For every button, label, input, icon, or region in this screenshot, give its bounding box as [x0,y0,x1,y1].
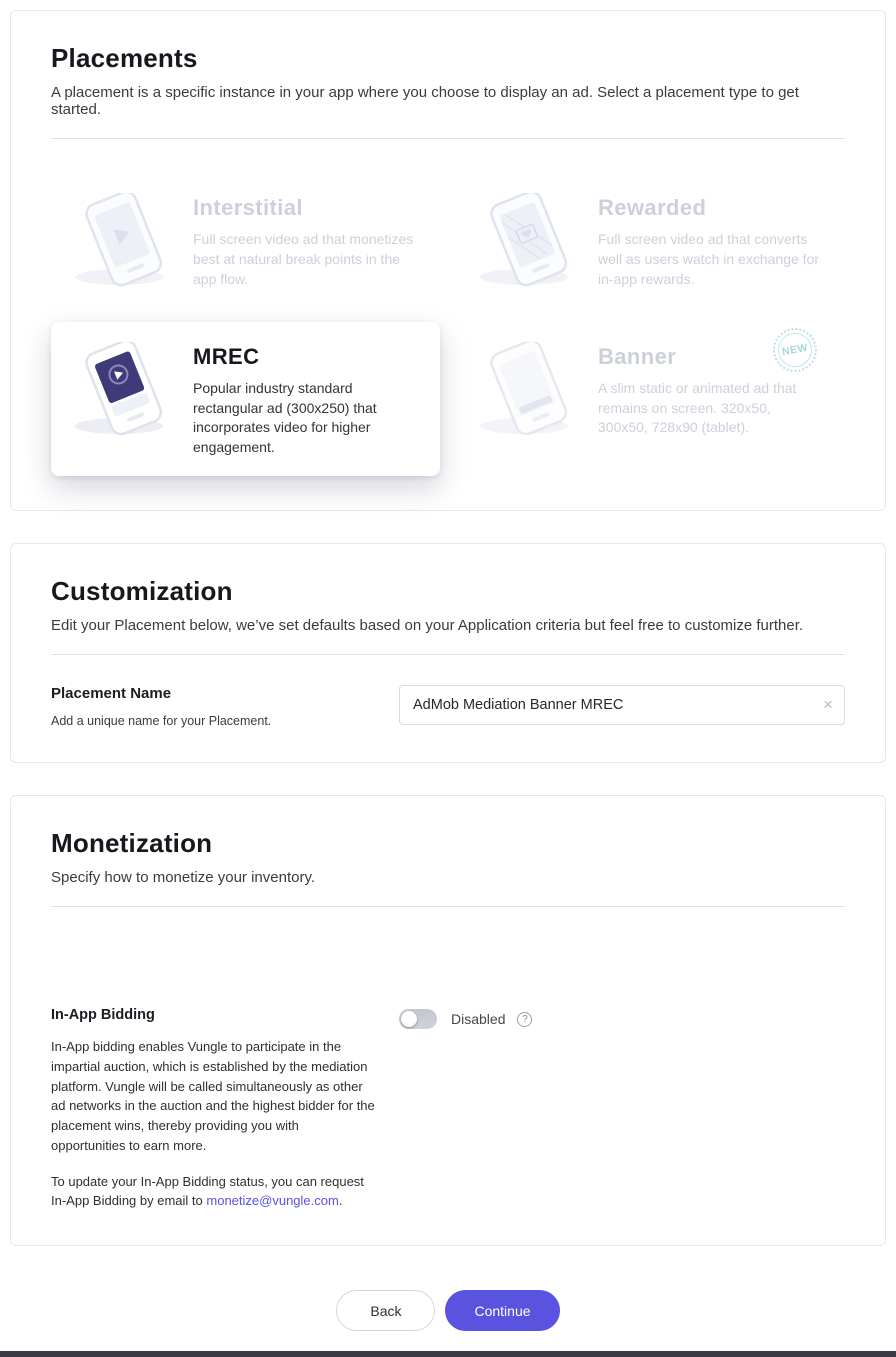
placement-type-name: Rewarded [598,195,707,220]
in-app-bidding-note [51,1172,375,1212]
monetize-email-link[interactable]: monetize@vungle.com [206,1193,339,1209]
placement-type-description: Full screen video ad that monetizes best at natural break points in the app flow. [193,231,414,287]
in-app-bidding-toggle[interactable] [399,1009,437,1029]
placements-title: Placements [51,43,198,73]
placements-card [10,10,886,511]
toggle-knob [401,1011,417,1027]
mrec-phone-icon [65,342,187,438]
customization-subtitle: Edit your Placement below, we’ve set defaults based on your Application criteria but feel free to customize further. [51,617,804,635]
bottom-dark-strip [0,1351,896,1357]
placement-name-input[interactable] [399,685,845,725]
in-app-bidding-description: In-App bidding enables Vungle to participate in the impartial auction, which is established by the mediation platform. Vungle will be called simultaneously as other ad networks in the auction and the highest bidder for the placement wins, thereby providing you with opportunities to earn more. [51,1039,375,1153]
interstitial-phone-icon [65,193,187,289]
placement-name-help: Add a unique name for your Placement. [51,714,272,729]
placement-type-name: Banner [598,343,677,369]
footer-actions [10,1290,886,1357]
placements-subtitle: A placement is a specific instance in your app where you choose to display an ad. Select a placement type to get started. [51,84,799,118]
placement-type-grid [51,173,845,476]
placement-type-name: MREC [193,343,260,369]
new-badge-label: NEW [775,330,814,369]
placement-name-label: Placement Name [51,685,172,703]
note-prefix: To update your In-App Bidding status, you can request In-App Bidding by email to [51,1173,364,1209]
help-icon[interactable]: ? [517,1012,532,1027]
in-app-bidding-status: Disabled [451,1011,506,1028]
rewarded-phone-icon [470,193,592,289]
placement-type-interstitial[interactable] [51,173,440,308]
placement-type-mrec-selected[interactable] [51,322,440,477]
in-app-bidding-row [51,1007,845,1211]
note-suffix: . [338,1193,343,1209]
divider [51,138,845,139]
customization-card [10,543,886,763]
banner-phone-icon [470,342,592,438]
placement-type-rewarded[interactable] [456,173,845,308]
placement-type-description: Full screen video ad that converts well as users watch in exchange for in-app rewards. [598,231,819,287]
clear-input-icon[interactable]: × [823,695,833,715]
placement-type-banner[interactable] [456,322,845,477]
continue-button[interactable]: Continue [445,1290,559,1331]
placement-type-description: A slim static or animated ad that remains on screen. 320x50, 300x50, 728x90 (tablet). [598,379,797,436]
in-app-bidding-label: In-App Bidding [51,1007,155,1024]
back-button[interactable]: Back [336,1290,435,1331]
customization-title: Customization [51,576,233,607]
placement-name-row [51,685,845,728]
divider [51,654,845,655]
divider [51,906,845,907]
monetization-card [10,795,886,1246]
monetization-title: Monetization [51,828,213,859]
placement-type-description: Popular industry standard rectangular ad (300x250) that incorporates video for higher engagement. [193,379,377,456]
monetization-subtitle: Specify how to monetize your inventory. [51,869,316,887]
placement-type-name: Interstitial [193,195,303,220]
